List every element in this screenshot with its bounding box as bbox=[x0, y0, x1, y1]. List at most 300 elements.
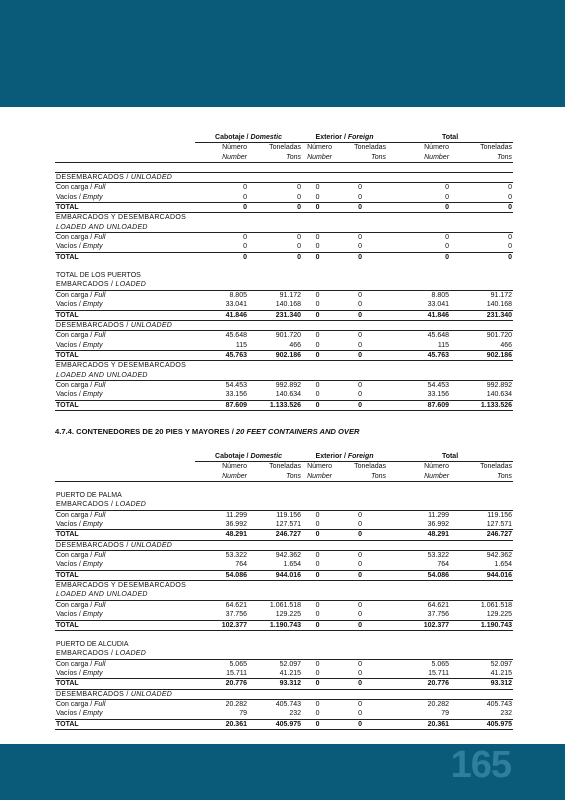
data-row bbox=[55, 659, 513, 669]
cell-value: 91.172 bbox=[279, 291, 302, 299]
cell-value: 45.648 bbox=[427, 332, 450, 340]
cell-value: 0 bbox=[302, 310, 333, 320]
cell-value: 0 bbox=[358, 611, 362, 619]
cell-value: 0 bbox=[248, 252, 302, 262]
header-number: Number bbox=[195, 153, 248, 163]
cell-value: 64.621 bbox=[225, 601, 247, 609]
row-label: Vacíos / Empty bbox=[56, 669, 103, 677]
cell-value: 0 bbox=[333, 570, 387, 580]
cell-value: 8.805 bbox=[431, 291, 450, 299]
cell-value: 0 bbox=[358, 243, 362, 251]
cell-value: 0 bbox=[358, 511, 362, 519]
cell-value: 231.340 bbox=[248, 310, 302, 320]
cell-value: 37.756 bbox=[427, 611, 450, 619]
cell-value: 0 bbox=[195, 252, 248, 262]
data-row bbox=[55, 380, 513, 390]
row-label: Con carga / Full bbox=[56, 291, 106, 299]
cell-value: 1.654 bbox=[283, 561, 302, 569]
cell-value: 466 bbox=[500, 341, 513, 349]
group-heading: PUERTO DE PALMA bbox=[56, 492, 122, 500]
cell-value: 20.282 bbox=[427, 700, 450, 708]
header-numero: Número bbox=[222, 463, 247, 471]
cell-value: 992.892 bbox=[275, 381, 302, 389]
row-label: TOTAL bbox=[55, 620, 195, 630]
cell-value: 1.190.743 bbox=[450, 620, 513, 630]
subsection-row-english bbox=[55, 371, 513, 381]
cell-value: 902.186 bbox=[248, 350, 302, 360]
data-row bbox=[55, 233, 513, 243]
row-label: TOTAL bbox=[55, 719, 195, 729]
cell-value: 45.763 bbox=[387, 350, 450, 360]
cell-value: 20.282 bbox=[225, 700, 247, 708]
data-row bbox=[55, 699, 513, 709]
cell-value: 41.846 bbox=[195, 310, 248, 320]
cell-value: 54.453 bbox=[225, 381, 247, 389]
cell-value: 87.609 bbox=[195, 400, 248, 410]
cell-value: 0 bbox=[195, 203, 248, 213]
cell-value: 0 bbox=[315, 243, 320, 251]
total-row bbox=[55, 203, 513, 213]
cell-value: 0 bbox=[315, 391, 320, 399]
cell-value: 942.362 bbox=[275, 552, 302, 560]
cell-value: 901.720 bbox=[486, 332, 513, 340]
cell-value: 0 bbox=[358, 552, 362, 560]
cell-value: 0 bbox=[445, 234, 450, 242]
row-label: Vacíos / Empty bbox=[56, 521, 103, 529]
cell-value: 54.086 bbox=[387, 570, 450, 580]
cell-value: 1.133.526 bbox=[450, 400, 513, 410]
cell-value: 0 bbox=[358, 521, 362, 529]
cell-value: 115 bbox=[437, 341, 450, 349]
cell-value: 93.312 bbox=[248, 679, 302, 689]
cell-value: 405.743 bbox=[275, 700, 302, 708]
cell-value: 0 bbox=[315, 700, 320, 708]
cell-value: 53.322 bbox=[225, 552, 247, 560]
cell-value: 0 bbox=[508, 184, 513, 192]
row-label: Vacíos / Empty bbox=[56, 301, 103, 309]
cell-value: 41.215 bbox=[490, 669, 513, 677]
header-row-spanish bbox=[55, 143, 513, 153]
header-numero: Número bbox=[307, 463, 333, 471]
subsection-row bbox=[55, 689, 513, 699]
header-exterior: Exterior / Foreign bbox=[302, 452, 387, 462]
header-tons: Tons bbox=[333, 153, 387, 163]
group-heading-row bbox=[55, 640, 513, 649]
cell-value: 466 bbox=[289, 341, 302, 349]
cell-value: 87.609 bbox=[387, 400, 450, 410]
row-label: TOTAL bbox=[55, 679, 195, 689]
row-label: TOTAL bbox=[55, 570, 195, 580]
cell-value: 0 bbox=[315, 669, 320, 677]
cell-value: 127.571 bbox=[275, 521, 302, 529]
cell-value: 0 bbox=[297, 193, 302, 201]
header-tons: Tons bbox=[248, 153, 302, 163]
cell-value: 0 bbox=[358, 301, 362, 309]
subsection-row bbox=[55, 540, 513, 550]
cell-value: 0 bbox=[315, 521, 320, 529]
data-row bbox=[55, 560, 513, 570]
cell-value: 20.776 bbox=[387, 679, 450, 689]
header-toneladas: Toneladas bbox=[354, 144, 387, 152]
data-row bbox=[55, 341, 513, 351]
total-row bbox=[55, 570, 513, 580]
cell-value: 102.377 bbox=[195, 620, 248, 630]
cell-value: 0 bbox=[358, 710, 362, 718]
cell-value: 0 bbox=[302, 719, 333, 729]
header-exterior: Exterior / Foreign bbox=[302, 133, 387, 143]
row-label: Vacíos / Empty bbox=[56, 611, 103, 619]
cell-value: 79 bbox=[239, 710, 247, 718]
cell-value: 0 bbox=[508, 234, 513, 242]
cell-value: 1.190.743 bbox=[248, 620, 302, 630]
cell-value: 0 bbox=[302, 252, 333, 262]
cell-value: 0 bbox=[302, 530, 333, 540]
header-row-english bbox=[55, 472, 513, 482]
cell-value: 0 bbox=[243, 243, 247, 251]
row-label: Vacíos / Empty bbox=[56, 710, 103, 718]
header-number: Number bbox=[195, 472, 248, 482]
subsection-row bbox=[55, 581, 513, 591]
header-toneladas: Toneladas bbox=[480, 463, 513, 471]
row-label: Vacíos / Empty bbox=[56, 193, 103, 201]
cell-value: 0 bbox=[302, 570, 333, 580]
cell-value: 20.361 bbox=[387, 719, 450, 729]
cell-value: 0 bbox=[302, 350, 333, 360]
cell-value: 405.975 bbox=[248, 719, 302, 729]
header-cabotaje: Cabotaje / Domestic bbox=[195, 452, 302, 462]
cell-value: 0 bbox=[358, 332, 362, 340]
subsection-row bbox=[55, 649, 513, 659]
cell-value: 0 bbox=[315, 193, 320, 201]
cell-value: 992.892 bbox=[486, 381, 513, 389]
total-row bbox=[55, 400, 513, 410]
row-label: TOTAL bbox=[55, 400, 195, 410]
cell-value: 5.065 bbox=[431, 660, 450, 668]
subsection-row bbox=[55, 280, 513, 290]
header-tons: Tons bbox=[248, 472, 302, 482]
cell-value: 0 bbox=[297, 243, 302, 251]
cell-value: 0 bbox=[315, 234, 320, 242]
cell-value: 0 bbox=[358, 391, 362, 399]
cell-value: 0 bbox=[333, 400, 387, 410]
subsection-row bbox=[55, 213, 513, 223]
cell-value: 20.776 bbox=[195, 679, 248, 689]
cell-value: 0 bbox=[450, 203, 513, 213]
cell-value: 45.648 bbox=[225, 332, 247, 340]
cell-value: 20.361 bbox=[195, 719, 248, 729]
cell-value: 764 bbox=[437, 561, 450, 569]
group-heading: TOTAL DE LOS PUERTOS bbox=[56, 272, 141, 280]
header-toneladas: Toneladas bbox=[269, 463, 302, 471]
header-tons: Tons bbox=[450, 153, 513, 163]
row-label: TOTAL bbox=[55, 350, 195, 360]
cell-value: 127.571 bbox=[486, 521, 513, 529]
cell-value: 0 bbox=[387, 252, 450, 262]
subsection-label-english: LOADED AND UNLOADED bbox=[55, 371, 513, 381]
spacer-row bbox=[55, 163, 513, 173]
cell-value: 41.846 bbox=[387, 310, 450, 320]
cell-value: 0 bbox=[358, 381, 362, 389]
cell-value: 11.299 bbox=[428, 511, 450, 519]
cell-value: 0 bbox=[508, 193, 513, 201]
cell-value: 15.711 bbox=[226, 669, 247, 677]
cell-value: 0 bbox=[315, 601, 320, 609]
data-row bbox=[55, 600, 513, 610]
cell-value: 0 bbox=[302, 203, 333, 213]
row-label: Con carga / Full bbox=[56, 381, 106, 389]
cell-value: 901.720 bbox=[275, 332, 302, 340]
cell-value: 0 bbox=[302, 679, 333, 689]
subsection-label: DESEMBARCADOS / UNLOADED bbox=[55, 173, 513, 183]
cell-value: 0 bbox=[315, 184, 320, 192]
subsection-label: DESEMBARCADOS / UNLOADED bbox=[55, 320, 513, 330]
header-numero: Número bbox=[424, 144, 450, 152]
cell-value: 36.992 bbox=[427, 521, 450, 529]
cell-value: 902.186 bbox=[450, 350, 513, 360]
header-cabotaje: Cabotaje / Domestic bbox=[195, 133, 302, 143]
header-toneladas: Toneladas bbox=[269, 144, 302, 152]
cell-value: 0 bbox=[358, 601, 362, 609]
subsection-row-english bbox=[55, 590, 513, 600]
cell-value: 0 bbox=[333, 252, 387, 262]
row-label: Vacíos / Empty bbox=[56, 341, 103, 349]
cell-value: 33.041 bbox=[427, 301, 450, 309]
data-row bbox=[55, 183, 513, 193]
row-label: TOTAL bbox=[55, 203, 195, 213]
header-row-groups bbox=[55, 133, 513, 143]
cell-value: 119.156 bbox=[487, 511, 513, 519]
row-label: Con carga / Full bbox=[56, 332, 106, 340]
cell-value: 115 bbox=[235, 341, 247, 349]
cell-value: 0 bbox=[358, 561, 362, 569]
cell-value: 0 bbox=[243, 234, 247, 242]
cell-value: 119.156 bbox=[276, 511, 302, 519]
cell-value: 0 bbox=[315, 291, 320, 299]
cell-value: 232 bbox=[500, 710, 513, 718]
header-number: Number bbox=[302, 153, 333, 163]
subsection-label: DESEMBARCADOS / UNLOADED bbox=[55, 689, 513, 699]
cell-value: 0 bbox=[358, 669, 362, 677]
subsection-label: EMBARCADOS Y DESEMBARCADOS bbox=[55, 213, 513, 223]
cell-value: 140.168 bbox=[486, 301, 513, 309]
cell-value: 0 bbox=[333, 719, 387, 729]
row-label: Con carga / Full bbox=[56, 184, 106, 192]
cell-value: 0 bbox=[315, 561, 320, 569]
cell-value: 1.133.526 bbox=[248, 400, 302, 410]
subsection-label: EMBARCADOS / LOADED bbox=[55, 500, 513, 510]
cell-value: 140.168 bbox=[275, 301, 302, 309]
total-row bbox=[55, 310, 513, 320]
spacer-row bbox=[55, 262, 513, 271]
subsection-row-english bbox=[55, 223, 513, 233]
header-numero: Número bbox=[222, 144, 247, 152]
data-row bbox=[55, 390, 513, 400]
cell-value: 231.340 bbox=[450, 310, 513, 320]
cell-value: 0 bbox=[358, 660, 362, 668]
data-row bbox=[55, 551, 513, 561]
row-label: Con carga / Full bbox=[56, 700, 106, 708]
cell-value: 8.805 bbox=[229, 291, 247, 299]
subsection-label: EMBARCADOS / LOADED bbox=[55, 280, 513, 290]
row-label: Con carga / Full bbox=[56, 234, 106, 242]
cell-value: 91.172 bbox=[490, 291, 513, 299]
cell-value: 944.016 bbox=[450, 570, 513, 580]
total-row bbox=[55, 252, 513, 262]
total-row bbox=[55, 620, 513, 630]
cell-value: 0 bbox=[333, 620, 387, 630]
cell-value: 0 bbox=[358, 193, 362, 201]
group-heading: PUERTO DE ALCUDIA bbox=[56, 640, 129, 648]
cell-value: 0 bbox=[302, 400, 333, 410]
cell-value: 232 bbox=[289, 710, 302, 718]
cell-value: 0 bbox=[333, 203, 387, 213]
cell-value: 0 bbox=[445, 243, 450, 251]
page-number: 165 bbox=[450, 744, 511, 786]
cell-value: 0 bbox=[315, 381, 320, 389]
cell-value: 0 bbox=[333, 310, 387, 320]
row-label: TOTAL bbox=[55, 310, 195, 320]
cell-value: 0 bbox=[333, 530, 387, 540]
cell-value: 36.992 bbox=[225, 521, 247, 529]
cell-value: 0 bbox=[315, 341, 320, 349]
cell-value: 11.299 bbox=[226, 511, 247, 519]
subsection-row bbox=[55, 173, 513, 183]
cell-value: 0 bbox=[358, 184, 362, 192]
data-row bbox=[55, 300, 513, 310]
cell-value: 0 bbox=[297, 234, 302, 242]
cell-value: 405.743 bbox=[486, 700, 513, 708]
cell-value: 944.016 bbox=[248, 570, 302, 580]
spacer-row bbox=[55, 482, 513, 492]
data-row bbox=[55, 290, 513, 300]
cell-value: 52.097 bbox=[490, 660, 513, 668]
row-label: Con carga / Full bbox=[56, 601, 106, 609]
header-row-groups bbox=[55, 452, 513, 462]
total-row bbox=[55, 719, 513, 729]
cell-value: 1.654 bbox=[494, 561, 513, 569]
table-containers-20ft bbox=[55, 452, 513, 730]
data-row bbox=[55, 331, 513, 341]
cell-value: 140.634 bbox=[275, 391, 302, 399]
cell-value: 0 bbox=[358, 700, 362, 708]
subsection-label: EMBARCADOS Y DESEMBARCADOS bbox=[55, 361, 513, 371]
cell-value: 0 bbox=[445, 184, 450, 192]
row-label: Vacíos / Empty bbox=[56, 561, 103, 569]
cell-value: 33.041 bbox=[225, 301, 247, 309]
header-total: Total bbox=[387, 133, 513, 143]
total-row bbox=[55, 350, 513, 360]
data-row bbox=[55, 520, 513, 530]
data-row bbox=[55, 709, 513, 719]
cell-value: 405.975 bbox=[450, 719, 513, 729]
cell-value: 1.061.518 bbox=[269, 601, 302, 609]
header-number: Number bbox=[302, 472, 333, 482]
header-tons: Tons bbox=[450, 472, 513, 482]
cell-value: 15.711 bbox=[428, 669, 450, 677]
subsection-label-english: LOADED AND UNLOADED bbox=[55, 223, 513, 233]
header-total: Total bbox=[387, 452, 513, 462]
cell-value: 48.291 bbox=[387, 530, 450, 540]
cell-value: 52.097 bbox=[279, 660, 302, 668]
data-row bbox=[55, 669, 513, 679]
cell-value: 5.065 bbox=[229, 660, 247, 668]
cell-value: 41.215 bbox=[279, 669, 302, 677]
subsection-label: EMBARCADOS / LOADED bbox=[55, 649, 513, 659]
cell-value: 0 bbox=[302, 620, 333, 630]
header-row-english bbox=[55, 153, 513, 163]
data-row bbox=[55, 610, 513, 620]
data-row bbox=[55, 510, 513, 520]
cell-value: 0 bbox=[333, 679, 387, 689]
group-heading-row bbox=[55, 491, 513, 500]
cell-value: 0 bbox=[450, 252, 513, 262]
subsection-row bbox=[55, 500, 513, 510]
cell-value: 246.727 bbox=[248, 530, 302, 540]
cell-value: 1.061.518 bbox=[480, 601, 513, 609]
cell-value: 102.377 bbox=[387, 620, 450, 630]
group-heading-row bbox=[55, 271, 513, 280]
cell-value: 0 bbox=[315, 511, 320, 519]
row-label: TOTAL bbox=[55, 530, 195, 540]
cell-value: 0 bbox=[358, 341, 362, 349]
table-loaded-unloaded-totals bbox=[55, 133, 513, 411]
header-toneladas: Toneladas bbox=[480, 144, 513, 152]
cell-value: 0 bbox=[387, 203, 450, 213]
cell-value: 0 bbox=[315, 660, 320, 668]
row-label: Vacíos / Empty bbox=[56, 391, 103, 399]
cell-value: 0 bbox=[315, 552, 320, 560]
row-label: Vacíos / Empty bbox=[56, 243, 103, 251]
cell-value: 54.086 bbox=[195, 570, 248, 580]
cell-value: 45.763 bbox=[195, 350, 248, 360]
subsection-label-english: LOADED AND UNLOADED bbox=[55, 590, 513, 600]
subsection-label: EMBARCADOS Y DESEMBARCADOS bbox=[55, 581, 513, 591]
header-numero: Número bbox=[424, 463, 450, 471]
cell-value: 37.756 bbox=[225, 611, 247, 619]
cell-value: 0 bbox=[248, 203, 302, 213]
subsection-label: DESEMBARCADOS / UNLOADED bbox=[55, 540, 513, 550]
header-row-spanish bbox=[55, 462, 513, 472]
cell-value: 942.362 bbox=[486, 552, 513, 560]
cell-value: 33.156 bbox=[225, 391, 247, 399]
total-row bbox=[55, 530, 513, 540]
cell-value: 53.322 bbox=[427, 552, 450, 560]
row-label: Con carga / Full bbox=[56, 660, 106, 668]
header-number: Number bbox=[387, 472, 450, 482]
cell-value: 0 bbox=[243, 184, 247, 192]
subsection-row bbox=[55, 320, 513, 330]
spacer-row bbox=[55, 630, 513, 640]
row-label: Con carga / Full bbox=[56, 511, 106, 519]
cell-value: 0 bbox=[508, 243, 513, 251]
cell-value: 0 bbox=[243, 193, 247, 201]
cell-value: 79 bbox=[441, 710, 450, 718]
header-band bbox=[0, 0, 565, 107]
cell-value: 764 bbox=[235, 561, 247, 569]
cell-value: 48.291 bbox=[195, 530, 248, 540]
data-row bbox=[55, 193, 513, 203]
cell-value: 93.312 bbox=[450, 679, 513, 689]
cell-value: 64.621 bbox=[427, 601, 450, 609]
cell-value: 0 bbox=[297, 184, 302, 192]
header-number: Number bbox=[387, 153, 450, 163]
cell-value: 129.225 bbox=[275, 611, 302, 619]
cell-value: 0 bbox=[315, 301, 320, 309]
cell-value: 0 bbox=[445, 193, 450, 201]
cell-value: 129.225 bbox=[486, 611, 513, 619]
row-label: Con carga / Full bbox=[56, 552, 106, 560]
cell-value: 0 bbox=[315, 332, 320, 340]
